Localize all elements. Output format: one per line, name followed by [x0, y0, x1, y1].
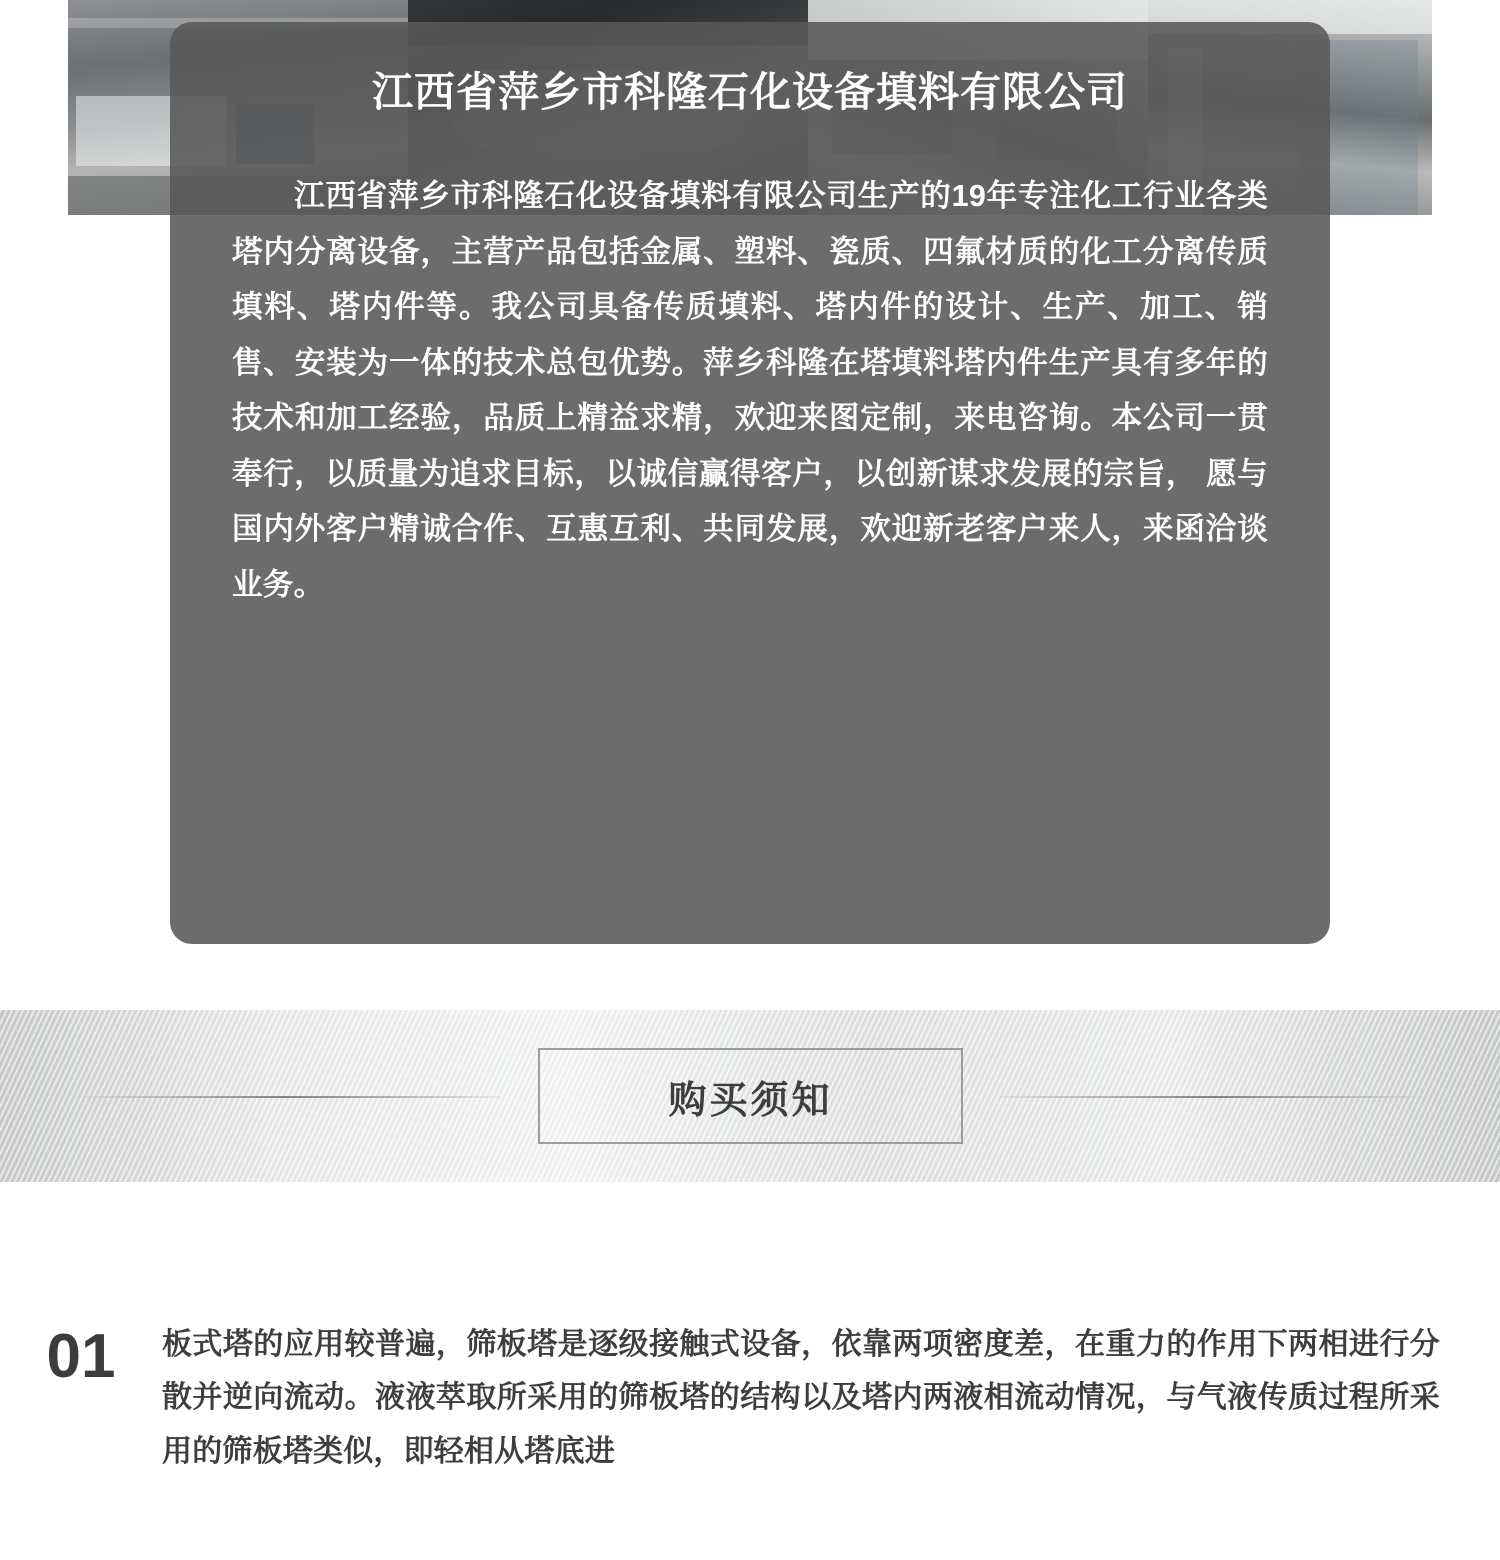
- notice-item-number: 01: [46, 1322, 116, 1391]
- section-title-box: [538, 1048, 963, 1144]
- band-rule-left: [70, 1096, 500, 1098]
- section-title: 购买须知: [668, 1079, 833, 1122]
- purchase-notice-section: [0, 1182, 1500, 1560]
- section-title-band: [0, 1010, 1500, 1182]
- notice-list-item: [0, 1318, 1500, 1478]
- company-intro-card: [170, 22, 1330, 944]
- company-intro-paragraph: 江西省萍乡市科隆石化设备填料有限公司生产的19年专注化工行业各类塔内分离设备，主营产品包括金属、塑料、瓷质、四氟材质的化工分离传质填料、塔内件等。我公司具备传质填料、塔内件的设计、生产、加工、销售、安装为一体的技术总包优势。萍乡科隆在塔填料塔内件生产具有多年的技术和加工经验，品质上精益求精，欢迎来图定制，来电咨询。本公司一贯奉行，以质量为追求目标，以诚信赢得客户，以创新谋求发展的宗旨， 愿与国内外客户精诚合作、互惠互利、共同发展，欢迎新老客户来人，来函洽谈业务。: [232, 179, 1268, 602]
- notice-item-text: 板式塔的应用较普遍，筛板塔是逐级接触式设备，依靠两项密度差，在重力的作用下两相进行分散并逆向流动。液液萃取所采用的筛板塔的结构以及塔内两液相流动情况，与气液传质过程所采用的筛板塔类似，即轻相从塔底进: [162, 1328, 1440, 1468]
- company-title: 江西省萍乡市科隆石化设备填料有限公司: [372, 69, 1128, 115]
- band-rule-right: [1000, 1096, 1430, 1098]
